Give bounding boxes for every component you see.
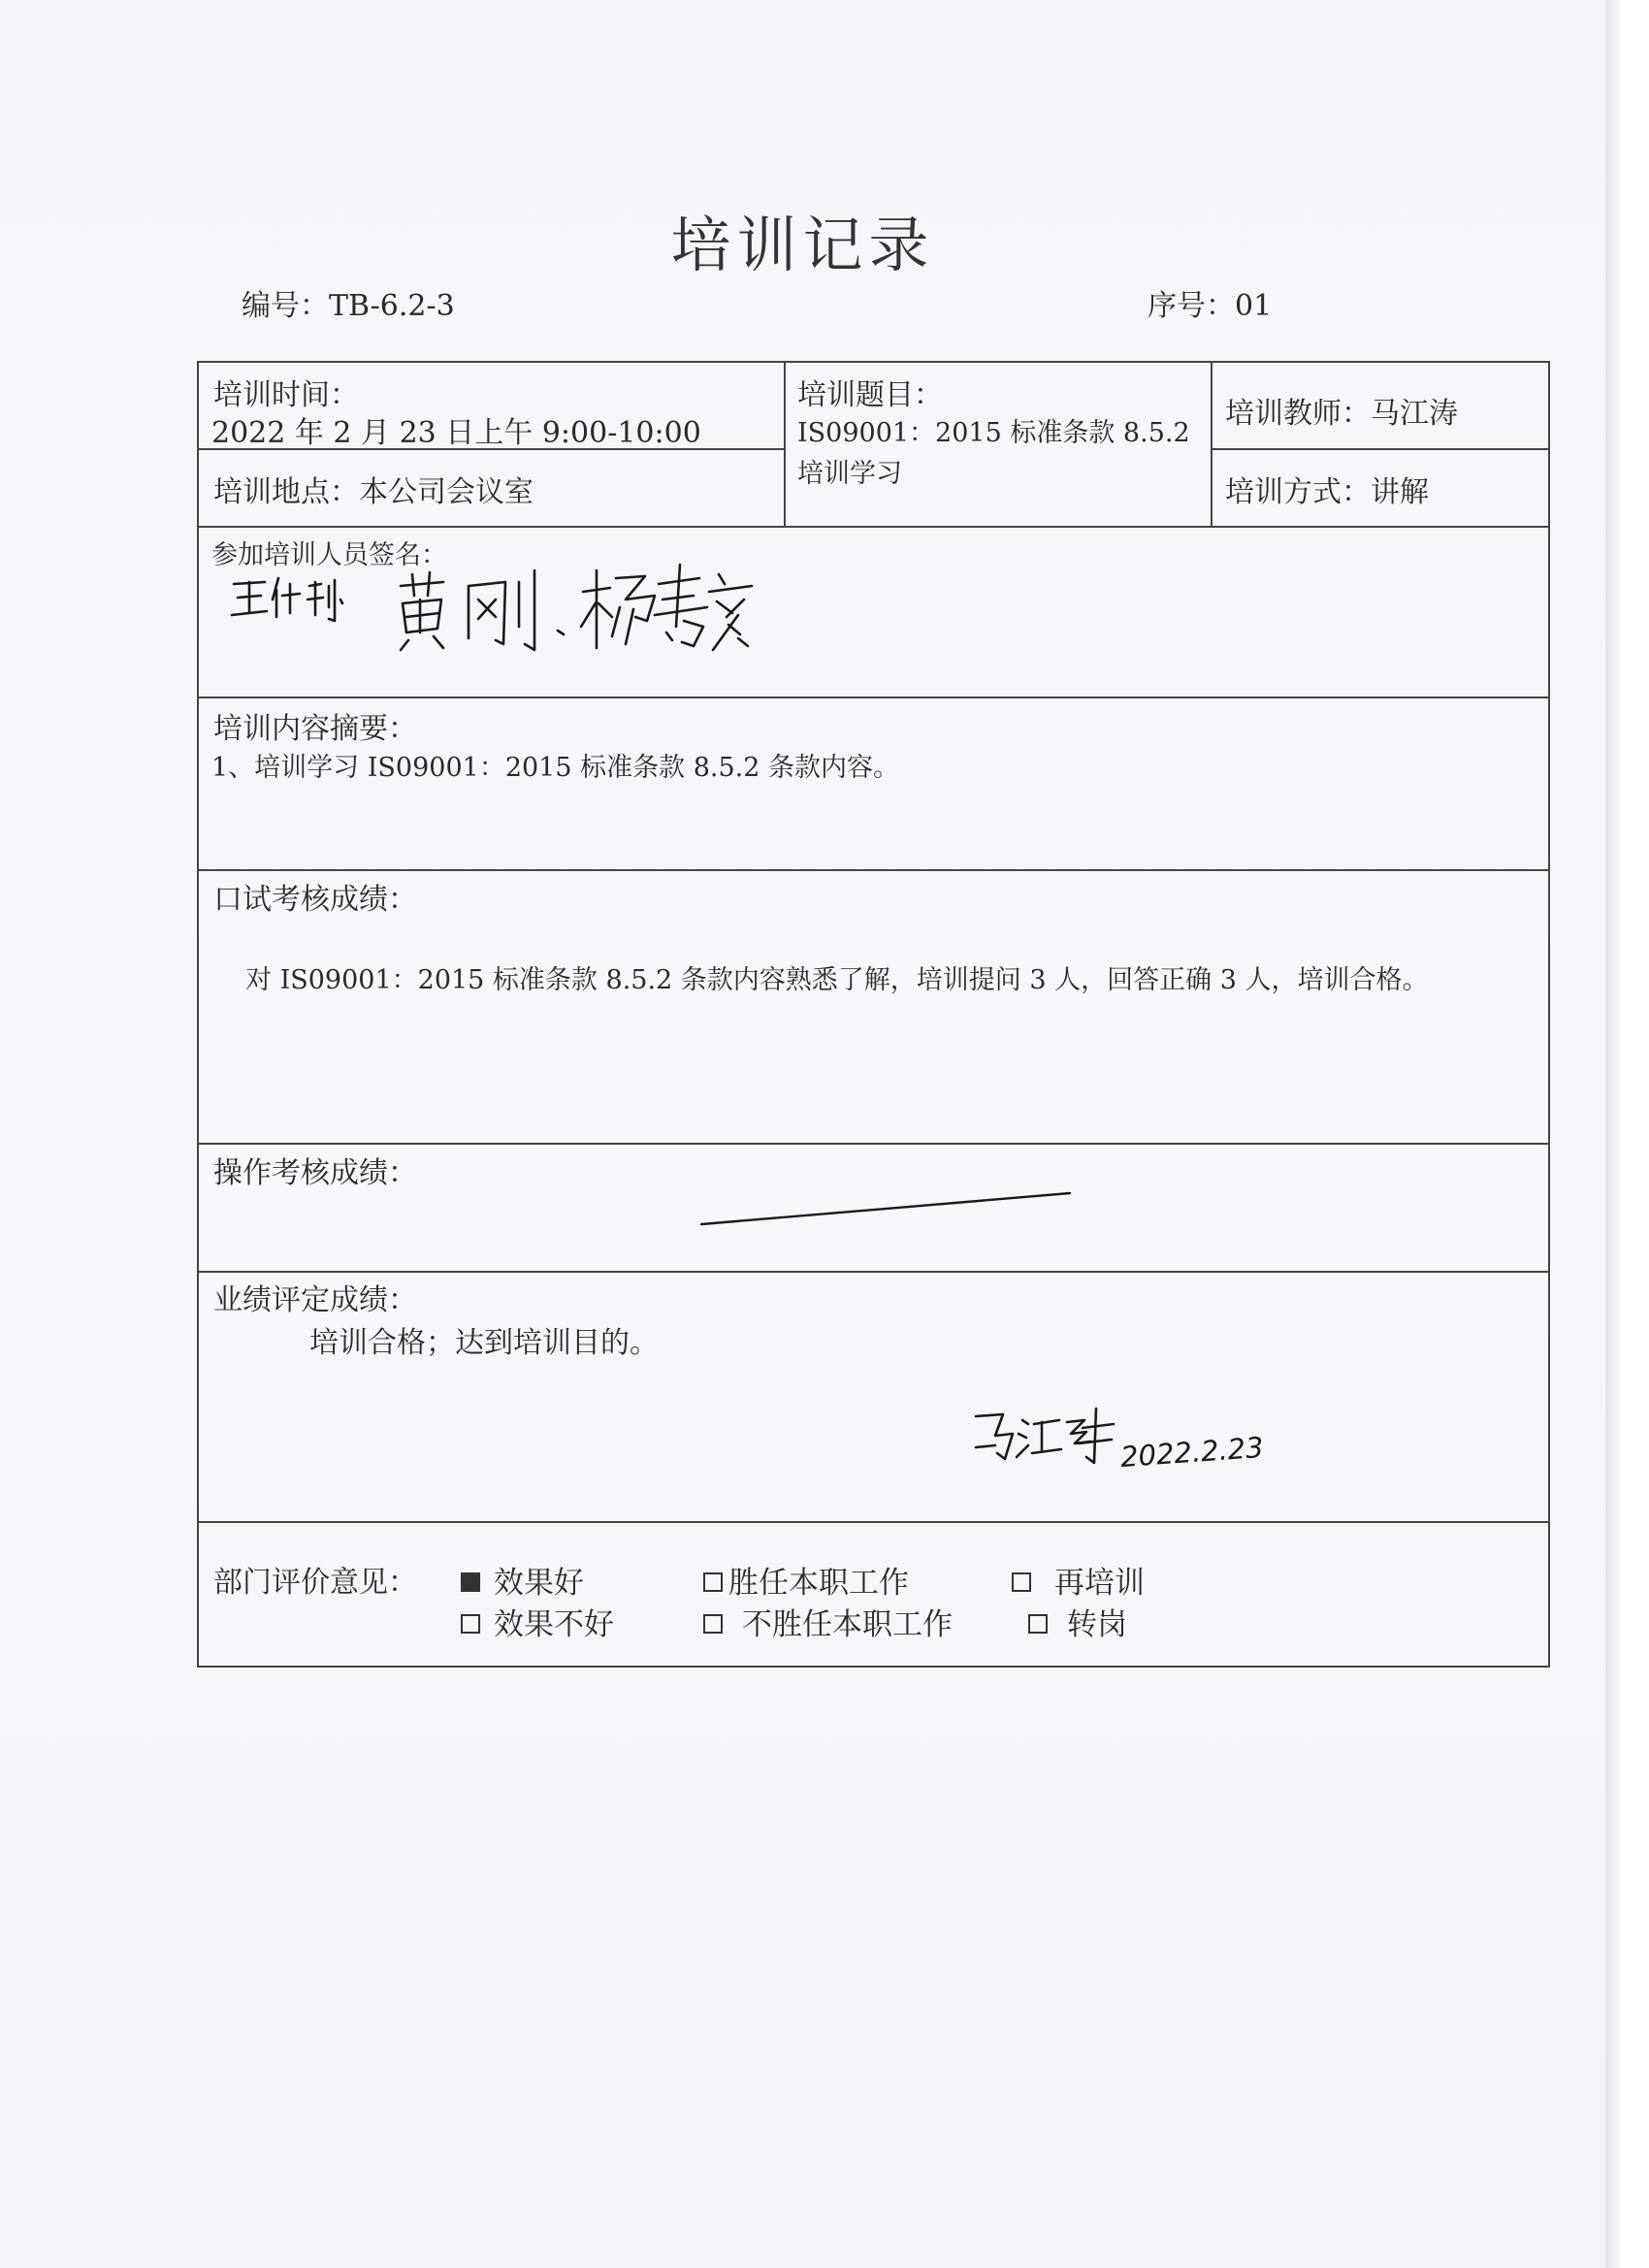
summary-label: 培训内容摘要： <box>213 712 417 746</box>
training-topic-line2: 培训学习 <box>797 459 902 489</box>
checkbox-checked-icon[interactable] <box>461 1572 480 1592</box>
oral-exam-text: 对 IS09001：2015 标准条款 8.5.2 条款内容熟悉了解，培训提问 3 人，回答正确 3 人，培训合格。 <box>245 965 1429 995</box>
training-topic-line1: IS09001：2015 标准条款 8.5.2 <box>797 418 1190 448</box>
option-effect-poor[interactable]: 效果不好 <box>461 1600 614 1643</box>
performance-sign-date: 2022.2.23 <box>1118 1430 1265 1474</box>
rule-teacher-method <box>1211 448 1550 450</box>
checkbox-icon[interactable] <box>1012 1572 1031 1592</box>
attendee-signatures <box>228 557 771 664</box>
rule-header-bottom <box>199 526 1550 528</box>
training-topic-label: 培训题目： <box>797 378 943 412</box>
rule-operation-bottom <box>199 1271 1550 1273</box>
checkbox-icon[interactable] <box>1028 1614 1048 1634</box>
performance-signer-signature <box>970 1401 1116 1474</box>
rule-attendees-bottom <box>199 697 1550 698</box>
performance-text: 培训合格；达到培训目的。 <box>309 1326 659 1360</box>
option-transfer[interactable]: 转岗 <box>1028 1600 1127 1643</box>
performance-label: 业绩评定成绩： <box>213 1283 417 1317</box>
checkbox-icon[interactable] <box>703 1572 723 1592</box>
option-retrain[interactable]: 再培训 <box>1012 1558 1145 1602</box>
document-title: 培训记录 <box>670 210 935 280</box>
option-not-competent[interactable]: 不胜任本职工作 <box>703 1600 953 1643</box>
record-form <box>197 361 1550 1668</box>
checkbox-icon[interactable] <box>703 1614 723 1634</box>
operation-exam-label: 操作考核成绩： <box>213 1156 417 1190</box>
scan-edge <box>1605 0 1649 2268</box>
divider-topic-right <box>1211 363 1212 526</box>
training-teacher: 培训教师：马江涛 <box>1225 397 1458 431</box>
document-serial: 序号：01 <box>1148 289 1273 323</box>
checkbox-icon[interactable] <box>461 1614 480 1634</box>
oral-exam-label: 口试考核成绩： <box>213 883 417 917</box>
department-opinion-label: 部门评价意见： <box>213 1566 417 1600</box>
rule-summary-bottom <box>199 869 1550 871</box>
rule-performance-bottom <box>199 1521 1550 1523</box>
summary-text: 1、培训学习 IS09001：2015 标准条款 8.5.2 条款内容。 <box>211 753 899 783</box>
option-competent[interactable]: 胜任本职工作 <box>703 1558 909 1602</box>
training-method: 培训方式：讲解 <box>1225 475 1429 509</box>
training-time-value: 2022 年 2 月 23 日上午 9:00-10:00 <box>211 416 701 450</box>
training-time-label: 培训时间： <box>213 378 359 412</box>
operation-strike-line <box>694 1187 1072 1231</box>
rule-oral-bottom <box>199 1143 1550 1145</box>
divider-topic-left <box>784 363 786 526</box>
option-effect-good[interactable]: 效果好 <box>461 1558 584 1602</box>
training-location: 培训地点：本公司会议室 <box>213 475 534 509</box>
attendees-label: 参加培训人员签名： <box>211 540 447 570</box>
document-code: 编号：TB-6.2-3 <box>242 289 455 323</box>
